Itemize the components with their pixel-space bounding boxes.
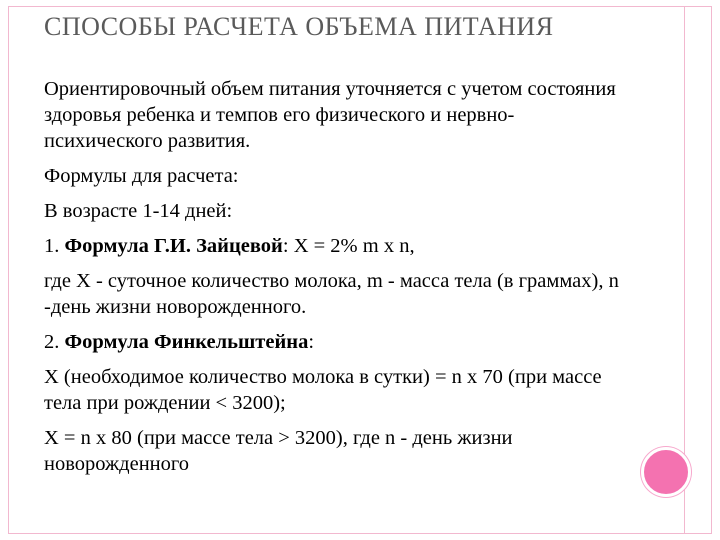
decorative-circle xyxy=(641,447,691,497)
slide-body xyxy=(44,76,624,486)
age-range-line: В возрасте 1-14 дней: xyxy=(44,200,233,222)
formula-2-colon: : xyxy=(308,331,315,353)
formula-1-legend: где X - суточное количество молока, m - масса тела (в граммах), n -день жизни новорожденного. xyxy=(44,270,619,318)
formula-1-line xyxy=(44,233,624,259)
formula-1-number: 1. xyxy=(44,235,65,257)
formula-1-expression: : X = 2% m x n, xyxy=(282,235,415,257)
formula-2-line xyxy=(44,329,624,355)
formula-2-case-high: X = n x 80 (при массе тела > 3200), где n - день жизни новорожденного xyxy=(44,427,513,475)
formulas-heading: Формулы для расчета: xyxy=(44,165,239,187)
formula-2-name: Формула Финкельштейна xyxy=(64,331,309,353)
slide-title: СПОСОБЫ РАСЧЕТА ОБЪЕМА ПИТАНИЯ xyxy=(44,12,554,41)
intro-paragraph: Ориентировочный объем питания уточняется с учетом состояния здоровья ребенка и темпов его физического и нервно-психического развития. xyxy=(44,78,616,152)
formula-1-name: Формула Г.И. Зайцевой xyxy=(64,235,283,257)
formula-2-number: 2. xyxy=(44,331,65,353)
formula-2-case-low: X (необходимое количество молока в сутки) = n x 70 (при массе тела при рождении < 3200); xyxy=(44,366,602,414)
